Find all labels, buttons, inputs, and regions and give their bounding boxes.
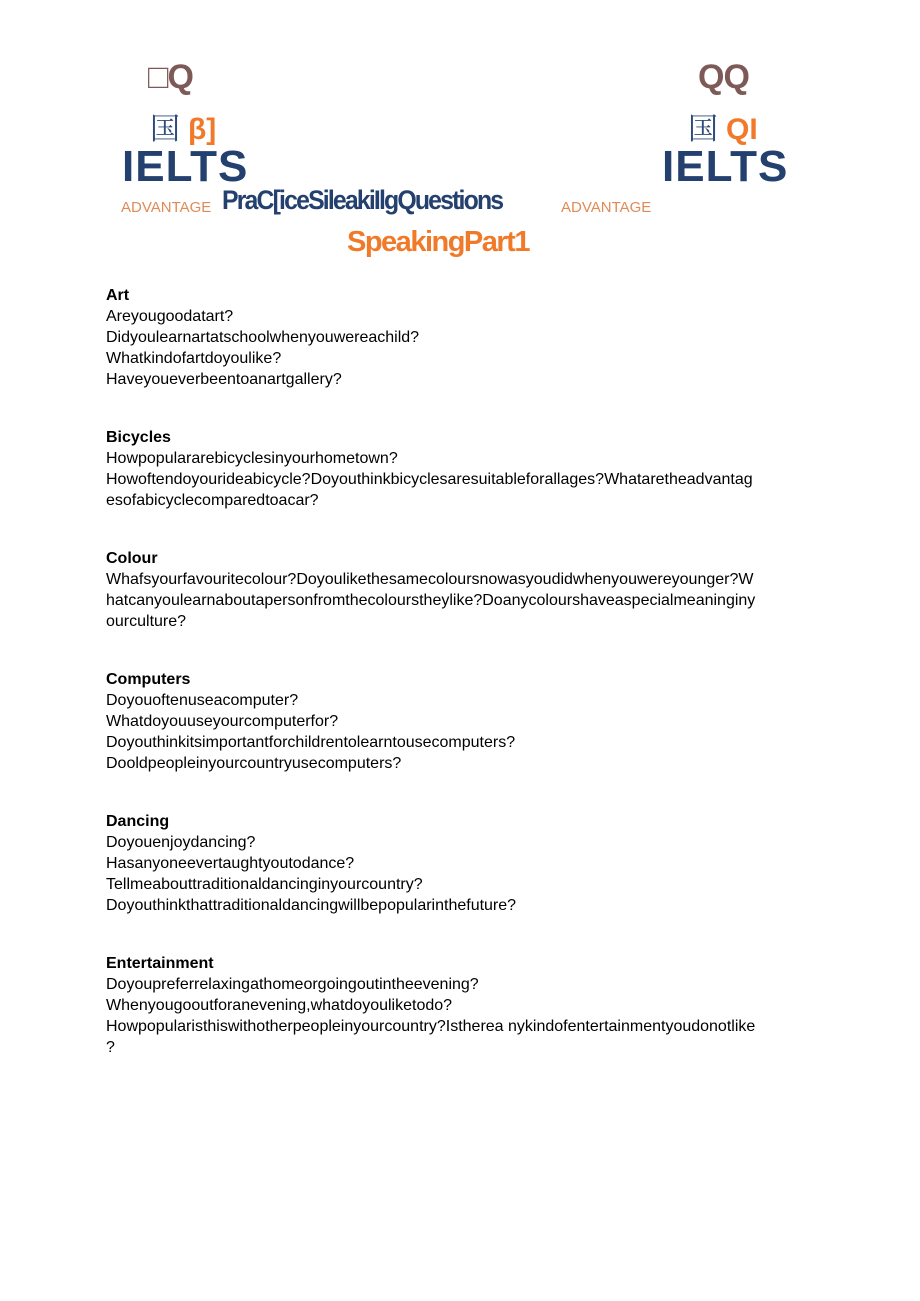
logo-right-cn-char: 国	[688, 112, 718, 147]
section-title: Art	[106, 287, 130, 304]
question-line: Doyouenjoydancing?	[106, 834, 256, 851]
section-dancing	[106, 811, 806, 916]
logo-left-ielts: IELTS	[122, 142, 249, 191]
advantage-left: ADVANTAGE	[121, 199, 212, 216]
section-colour	[106, 548, 806, 632]
question-line: Howpopularisthiswithotherpeopleinyourcountry?Istherea nykindofentertainmentyoudonotlike	[106, 1018, 756, 1035]
logo-right-cn-en: QI	[726, 113, 758, 146]
question-line: Whatkindofartdoyoulike?	[106, 350, 282, 367]
question-line: Doyouthinkitsimportantforchildrentolearntousecomputers?	[106, 734, 516, 751]
page-subtitle: SpeakingPart1	[347, 226, 529, 258]
section-title: Bicycles	[106, 429, 171, 446]
question-line: ourculture?	[106, 613, 187, 630]
section-title: Entertainment	[106, 955, 214, 972]
question-line: Hasanyoneevertaughtyoutodance?	[106, 855, 355, 872]
question-line: Dooldpeopleinyourcountryusecomputers?	[106, 755, 402, 772]
section-title: Computers	[106, 671, 191, 688]
section-title: Colour	[106, 550, 158, 567]
question-line: Whenyougooutforanevening,whatdoyouliketodo?	[106, 997, 453, 1014]
question-list	[106, 285, 806, 1095]
question-line: Doyouoftenuseacomputer?	[106, 692, 299, 709]
question-line: hatcanyoulearnaboutapersonfromthecolourstheylike?Doanycolourshaveaspecialmeaninginy	[106, 592, 756, 609]
question-line: Doyouthinkthattraditionaldancingwillbepopularinthefuture?	[106, 897, 517, 914]
section-art	[106, 285, 806, 390]
question-line: Whafsyourfavouritecolour?Doyoulikethesamecoloursnowasyoudidwhenyouwereyounger?W	[106, 571, 754, 588]
question-line: Howpopulararebicyclesinyourhometown?	[106, 450, 398, 467]
question-line: esofabicyclecomparedtoacar?	[106, 492, 319, 509]
section-title: Dancing	[106, 813, 170, 830]
question-line: Tellmeabouttraditionaldancinginyourcountry?	[106, 876, 423, 893]
question-line: Areyougoodatart?	[106, 308, 234, 325]
question-line: Didyoulearnartatschoolwhenyouwereachild?	[106, 329, 420, 346]
section-entertainment	[106, 953, 806, 1058]
logo-left-cn-en: β]	[188, 113, 217, 146]
logo-left-q: □Q	[148, 58, 193, 96]
section-bicycles	[106, 427, 806, 511]
question-line: Whatdoyouuseyourcomputerfor?	[106, 713, 339, 730]
question-line: Haveyoueverbeentoanartgallery?	[106, 371, 342, 388]
question-line: Howoftendoyourideabicycle?Doyouthinkbicyclesaresuitableforallages?Whataretheadvantag	[106, 471, 753, 488]
question-line: Doyoupreferrelaxingathomeorgoingoutintheevening?	[106, 976, 479, 993]
question-line: ?	[106, 1039, 115, 1056]
logo-right-q: QQ	[698, 58, 749, 96]
advantage-right: ADVANTAGE	[561, 199, 652, 216]
logo-right-ielts: IELTS	[662, 142, 789, 191]
section-computers	[106, 669, 806, 774]
page-title: PraC[iceSileakiIlgQuestions	[222, 185, 503, 215]
logo-left-cn-char: 国	[150, 112, 180, 147]
